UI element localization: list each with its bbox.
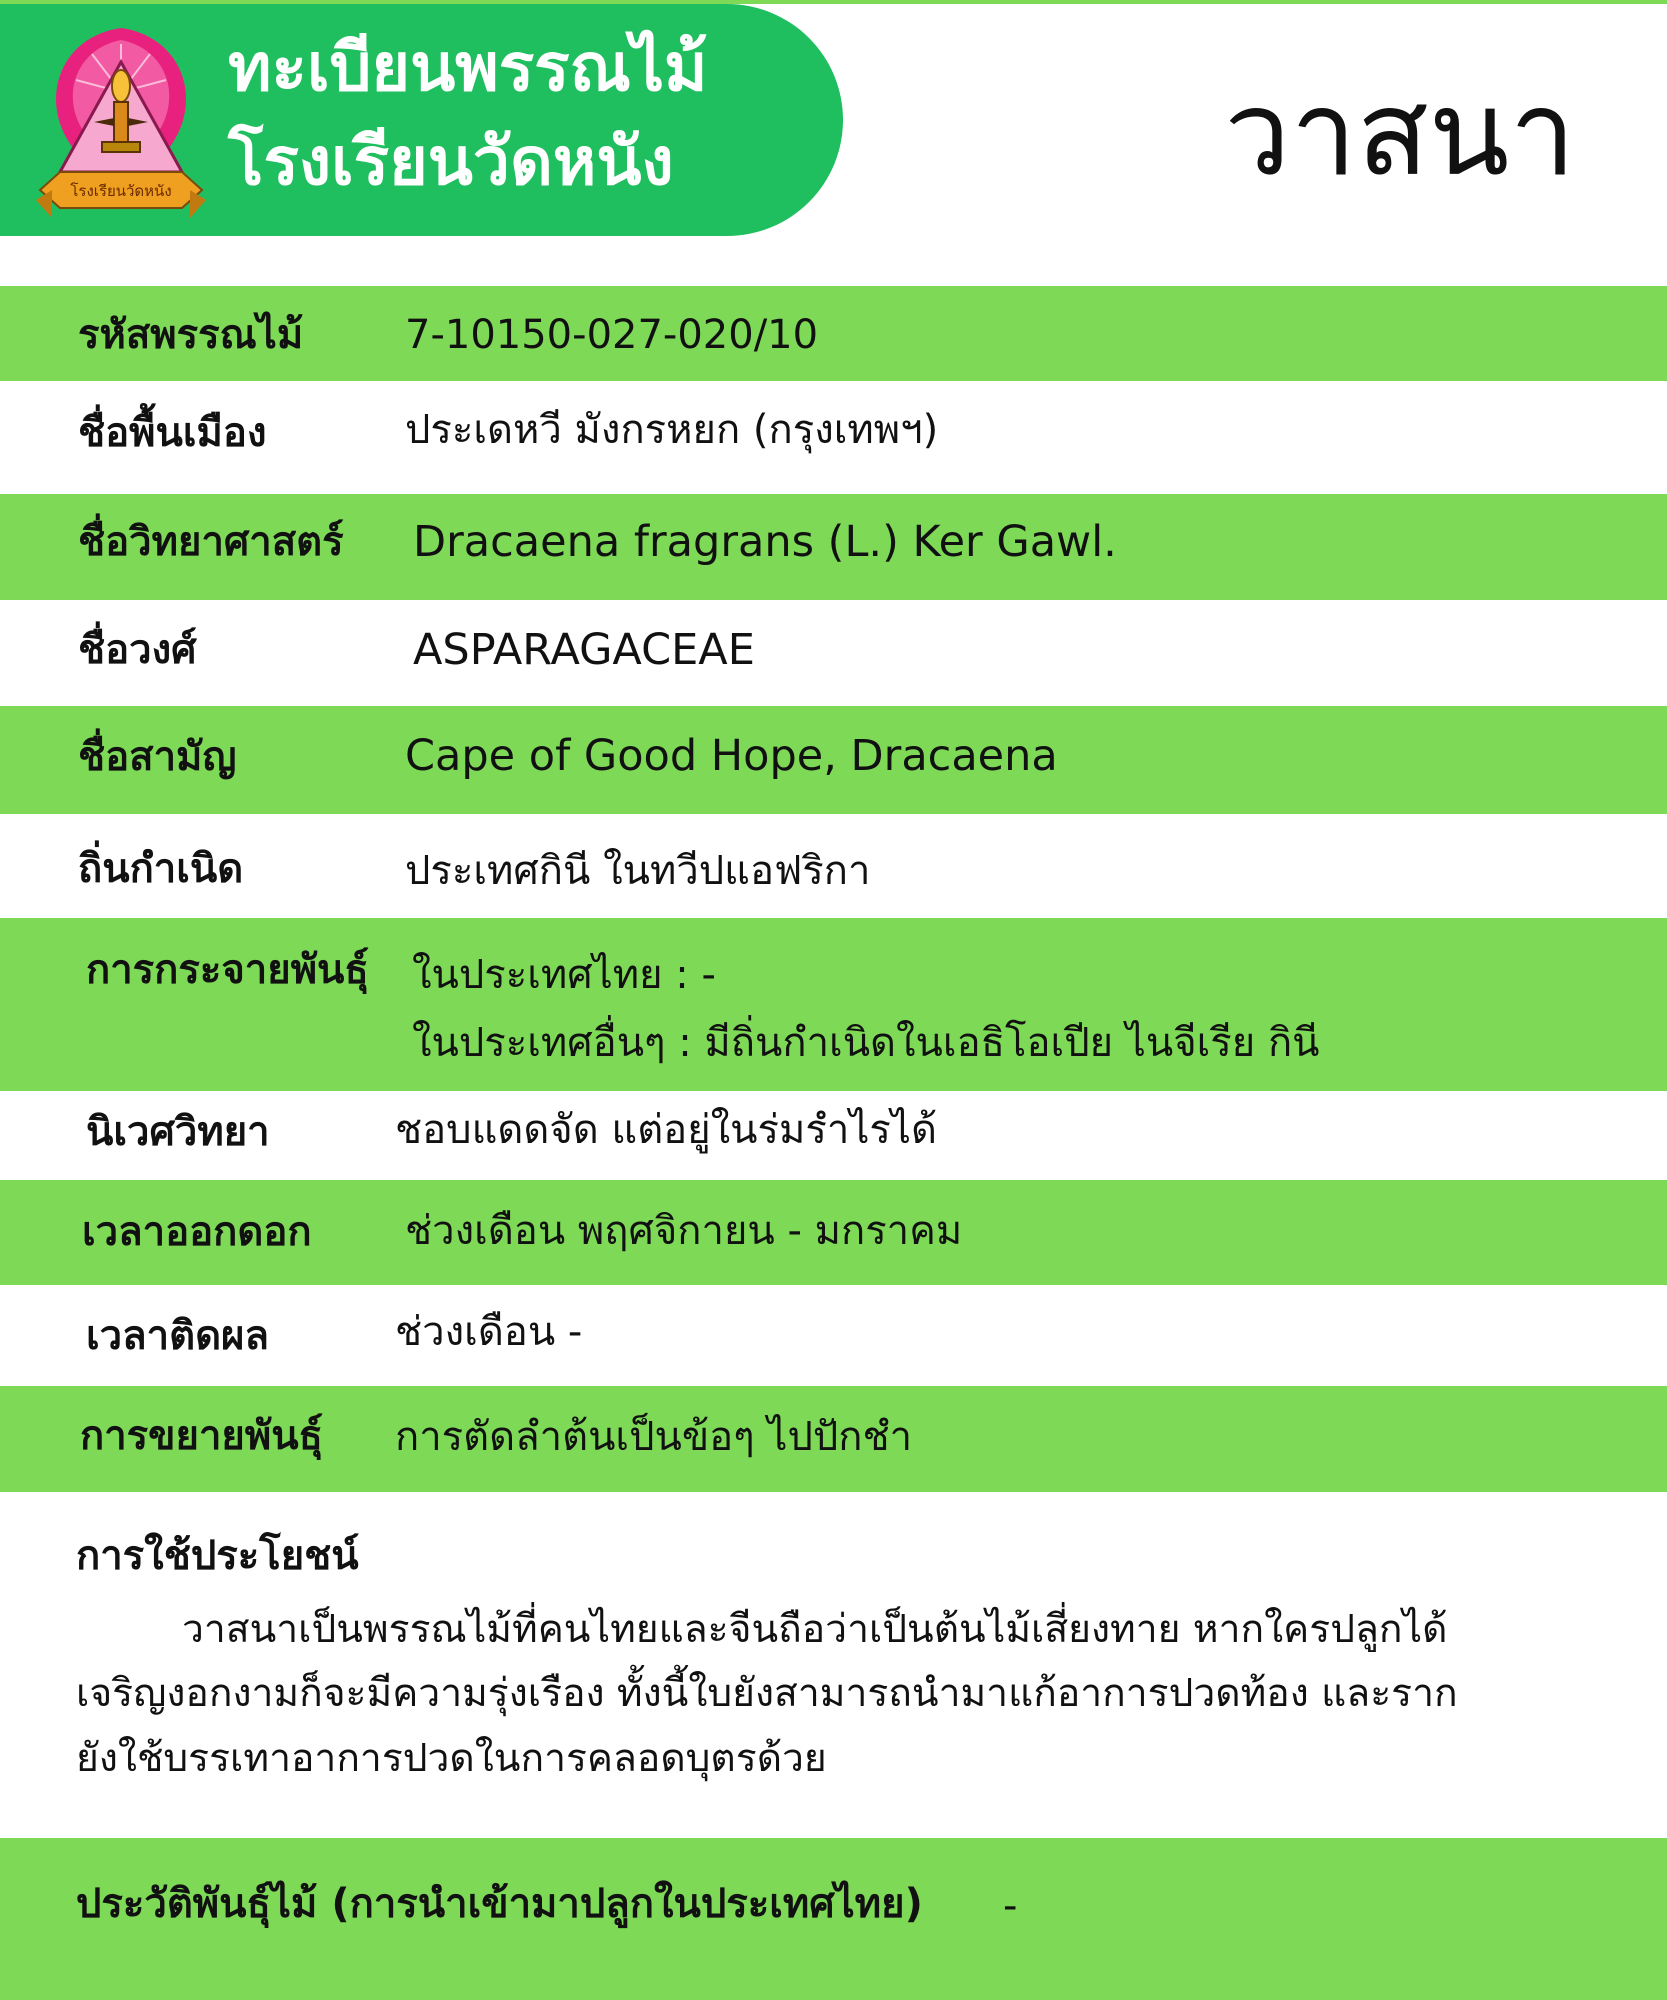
origin-label: ถิ่นกำเนิด: [78, 846, 244, 892]
fruiting-label: เวลาติดผล: [86, 1313, 270, 1359]
history-label: ประวัติพันธุ์ไม้ (การนำเข้ามาปลูกในประเทศไทย): [76, 1881, 923, 1927]
common-name-value: Cape of Good Hope, Dracaena: [405, 731, 1058, 781]
scientific-name-value: Dracaena fragrans (L.) Ker Gawl.: [413, 517, 1117, 567]
common-name-label: ชื่อสามัญ: [78, 734, 237, 780]
fruiting-value: ช่วงเดือน -: [395, 1309, 583, 1355]
school-register-title: ทะเบียนพรรณไม้: [228, 29, 708, 106]
scientific-name-label: ชื่อวิทยาศาสตร์: [78, 519, 344, 565]
plant-code-value: 7-10150-027-020/10: [405, 312, 819, 358]
flowering-value: ช่วงเดือน พฤศจิกายน - มกราคม: [405, 1208, 963, 1254]
school-name: โรงเรียนวัดหนัง: [228, 123, 674, 200]
distribution-thailand: ในประเทศไทย : -: [412, 952, 716, 998]
propagation-label: การขยายพันธุ์: [80, 1413, 323, 1459]
benefits-paragraph-line-1: วาสนาเป็นพรรณไม้ที่คนไทยและจีนถือว่าเป็นต้นไม้เสี่ยงทาย หากใครปลูกได้: [182, 1607, 1448, 1652]
benefits-title: การใช้ประโยชน์: [76, 1533, 359, 1579]
family-label: ชื่อวงศ์: [78, 627, 197, 673]
propagation-value: การตัดลำต้นเป็นข้อๆ ไปปักชำ: [395, 1414, 913, 1460]
plant-code-label: รหัสพรรณไม้: [78, 312, 304, 358]
ecology-label: นิเวศวิทยา: [86, 1109, 270, 1155]
distribution-other-countries: ในประเทศอื่นๆ : มีถิ่นกำเนิดในเอธิโอเปีย ไนจีเรีย กินี: [412, 1020, 1320, 1066]
local-name-label: ชื่อพื้นเมือง: [78, 410, 267, 456]
logo-banner-text: โรงเรียนวัดหนัง: [70, 182, 172, 200]
local-name-value: ประเดหวี มังกรหยก (กรุงเทพฯ): [405, 407, 939, 453]
distribution-label: การกระจายพันธุ์: [86, 947, 369, 993]
plant-title: วาสนา: [1224, 64, 1576, 202]
origin-value: ประเทศกินี ในทวีปแอฟริกา: [405, 848, 871, 894]
row-family: [0, 600, 1667, 706]
school-emblem-icon: [32, 22, 210, 222]
family-value: ASPARAGACEAE: [413, 625, 755, 675]
history-value: -: [1003, 1883, 1018, 1929]
flowering-label: เวลาออกดอก: [82, 1209, 312, 1255]
benefits-paragraph-line-2: เจริญงอกงามก็จะมีความรุ่งเรือง ทั้งนี้ใบยังสามารถนำมาแก้อาการปวดท้อง และราก: [76, 1671, 1458, 1716]
ecology-value: ชอบแดดจัด แต่อยู่ในร่มรำไรได้: [395, 1107, 938, 1153]
benefits-paragraph-line-3: ยังใช้บรรเทาอาการปวดในการคลอดบุตรด้วย: [76, 1736, 827, 1781]
